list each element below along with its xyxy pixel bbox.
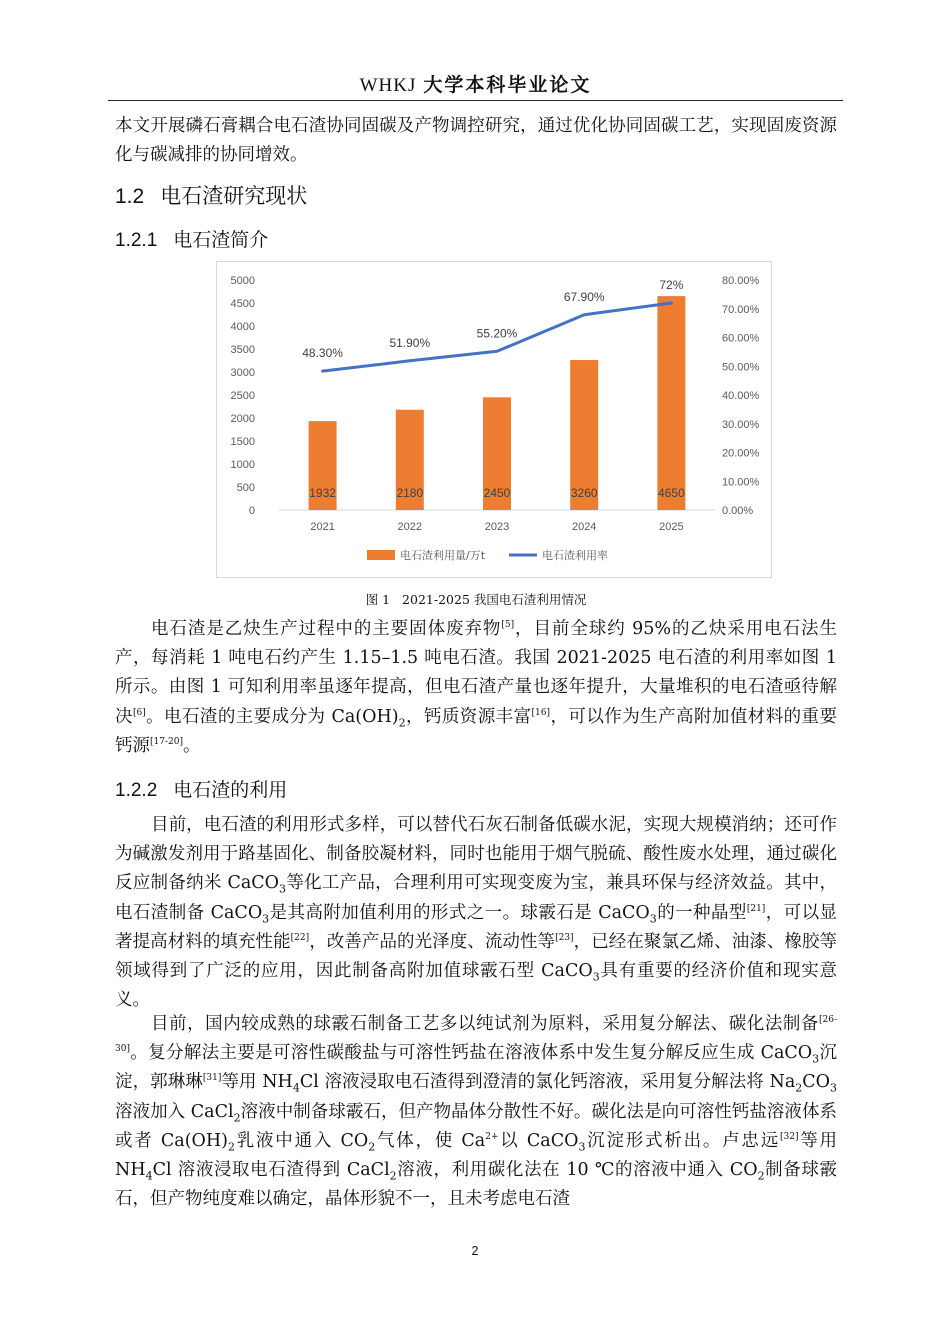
x-tick-label: 2025 <box>659 521 684 533</box>
text-run: Cl 溶液浸取电石渣得到 CaCl <box>152 1160 390 1181</box>
section-title: 电石渣的利用 <box>173 779 288 801</box>
text-run: 沉淀形式析出。卢忠远 <box>585 1130 780 1151</box>
text-run: 电石渣是乙炔生产过程中的主要固体废弃物 <box>151 619 502 639</box>
subscript: 2 <box>757 1169 765 1183</box>
superscript: 2+ <box>485 1131 499 1142</box>
y-right-tick-label: 80.00% <box>722 275 760 287</box>
subscript: 2 <box>233 1111 241 1125</box>
subscript: 2 <box>368 1140 376 1154</box>
section-number: 1.2.1 <box>115 230 158 251</box>
citation: [22] <box>290 932 310 943</box>
y-right-tick-label: 10.00% <box>722 476 760 489</box>
intro-paragraph: 本文开展磷石膏耦合电石渣协同固碳及产物调控研究，通过优化协同固碳工艺，实现固废资源化与碳减排的协同增效。 <box>115 116 837 166</box>
citation: [26-30] <box>115 1015 837 1055</box>
y-left-tick-label: 3500 <box>230 344 255 356</box>
text-run: 。 <box>182 735 201 756</box>
citation: [5] <box>501 620 515 631</box>
subscript: 3 <box>592 970 600 984</box>
section-heading-1-2-2 <box>115 775 287 802</box>
bar-data-label: 3260 <box>570 486 598 500</box>
subscript: 3 <box>262 912 270 926</box>
section-number: 1.2 <box>115 185 145 208</box>
bar-data-label: 2180 <box>396 486 424 500</box>
x-tick-label: 2021 <box>310 521 335 533</box>
text-run: ，可以显著提高材料的填充性能 <box>115 902 838 952</box>
citation: [21] <box>746 903 766 914</box>
bar-data-label: 4650 <box>658 486 685 500</box>
text-run: 制备球霰石，但产物纯度难以确定，晶体形貌不一，且未考虑电石渣 <box>115 1160 838 1210</box>
line-data-label: 48.30% <box>302 346 343 361</box>
y-left-tick-label: 3000 <box>230 367 255 379</box>
text-run: 目前，电石渣的利用形式多样，可以替代石灰石制备低碳水泥，实现大规模消纳；还可作为碱激发剂用于路基固化、制备胶凝材料，同时也能用于烟气脱硫、酸性废水处理，通过碳化反应制备纳米 CaCO <box>115 815 837 894</box>
line-data-label: 67.90% <box>563 289 605 304</box>
text-run: 乳液中通入 CO <box>234 1130 369 1151</box>
bar <box>657 296 685 510</box>
chart-svg <box>217 262 773 579</box>
citation: [17-20] <box>150 736 183 747</box>
text-run: 溶液，利用碳化法在 10 ℃的溶液中通入 CO <box>396 1160 758 1181</box>
text-run: 。复分解法主要是可溶性碳酸盐与可溶性钙盐在溶液体系中发生复分解反应生成 CaCO <box>129 1043 813 1064</box>
text-run: 以 CaCO <box>498 1130 579 1151</box>
subscript: 2 <box>227 1140 235 1154</box>
header-cjk: 大学本科毕业论文 <box>423 74 592 96</box>
y-left-tick-label: 1000 <box>230 459 255 471</box>
y-left-tick-label: 4500 <box>230 298 255 310</box>
y-left-tick-label: 2500 <box>230 390 255 402</box>
section-number: 1.2.2 <box>115 780 158 801</box>
paragraph-vaterite-methods <box>115 1010 837 1214</box>
y-left-tick-label: 0 <box>248 505 255 517</box>
subscript: 2 <box>795 1081 803 1095</box>
legend-label-bar: 电石渣利用量/万t <box>400 549 486 562</box>
figure-caption <box>115 590 837 608</box>
section-heading-1-2 <box>115 180 307 210</box>
subscript: 4 <box>145 1169 153 1183</box>
y-right-tick-label: 0.00% <box>722 505 754 517</box>
y-left-tick-label: 4000 <box>230 321 255 333</box>
text-run: Cl 溶液浸取电石渣得到澄清的氯化钙溶液，采用复分解法将 Na <box>299 1072 796 1093</box>
page-header <box>108 70 843 101</box>
text-run: 等化工产品，合理利用可实现变废为宝，兼具环保与经济效益。其中，电石渣制备 CaCO <box>115 873 838 923</box>
citation: [31] <box>202 1073 222 1084</box>
subscript: 3 <box>812 1052 820 1066</box>
subscript: 3 <box>578 1140 586 1154</box>
y-left-tick-label: 500 <box>236 482 255 494</box>
text-run: 等用 NH <box>221 1072 293 1093</box>
y-right-tick-label: 20.00% <box>722 447 760 460</box>
subscript: 3 <box>649 912 657 926</box>
text-run: 溶液中制备球霰石，但产物晶体分散性不好。碳化法是向可溶性钙盐溶液体系或者 Ca(OH) <box>115 1101 838 1151</box>
subscript: 2 <box>398 716 406 730</box>
text-run: ，改善产品的光泽度、流动性等 <box>309 931 556 952</box>
bar-data-label: 1932 <box>309 486 336 500</box>
text-run: 。电石渣的主要成分为 Ca(OH) <box>145 706 399 727</box>
y-left-tick-label: 2000 <box>230 413 255 425</box>
header-latin: WHKJ <box>359 75 417 96</box>
x-tick-label: 2023 <box>484 521 510 533</box>
paragraph-utilization <box>115 811 837 1015</box>
text-run: ，已经在聚氯乙烯、油漆、橡胶等领域得到了广泛的应用，因此制备高附加值球霰石型 CaCO <box>115 931 838 982</box>
y-right-tick-label: 40.00% <box>722 390 760 402</box>
section-heading-1-2-1 <box>115 225 268 252</box>
subscript: 3 <box>279 882 287 896</box>
y-left-tick-label: 1500 <box>230 436 255 448</box>
line-data-label: 55.20% <box>476 326 518 341</box>
text-run: 等用 NH <box>115 1130 838 1181</box>
y-right-tick-label: 60.00% <box>722 332 760 345</box>
citation: [23] <box>555 932 574 943</box>
text-run: ，目前全球约 95%的乙炔采用电石法生产，每消耗 1 吨电石约产生 1.15–1.5 吨电石渣。我国 2021-2025 电石渣的利用率如图 1 所示。由图 1 可知利用率虽逐年提高，但电石渣产量也逐年提升，大量堆积的电石渣亟待解决 <box>115 619 837 727</box>
legend-swatch-bar <box>367 550 395 560</box>
text-run: 是其高附加值利用的形式之一。球霰石是 CaCO <box>269 902 650 923</box>
y-right-tick-label: 30.00% <box>722 418 760 431</box>
line-data-label: 51.90% <box>389 335 431 350</box>
y-left-tick-label: 5000 <box>230 275 255 287</box>
text-run: 的一种晶型 <box>656 902 747 923</box>
subscript: 3 <box>830 1081 838 1095</box>
line-data-label: 72% <box>659 278 684 292</box>
caption-text: 2021-2025 我国电石渣利用情况 <box>402 592 587 607</box>
subscript: 4 <box>292 1081 300 1095</box>
subscript: 2 <box>389 1169 397 1183</box>
bar-data-label: 2450 <box>483 486 511 500</box>
section-title: 电石渣简介 <box>173 229 269 251</box>
legend-label-line: 电石渣利用率 <box>542 549 608 562</box>
caption-number: 图 1 <box>365 592 391 607</box>
citation: [32] <box>779 1131 799 1142</box>
text-run: 溶液加入 CaCl <box>115 1101 234 1122</box>
page-number: 2 <box>471 1244 479 1258</box>
y-right-tick-label: 70.00% <box>722 303 760 316</box>
text-run: 具有重要的经济价值和现实意义。 <box>115 961 837 1011</box>
text-run: 气体，使 Ca <box>375 1130 486 1151</box>
section-title: 电石渣研究现状 <box>160 184 308 208</box>
text-run: 沉淀，郭琳琳 <box>115 1043 837 1093</box>
citation: [6] <box>132 707 146 718</box>
x-tick-label: 2024 <box>571 521 597 533</box>
text-run: 目前，国内较成熟的球霰石制备工艺多以纯试剂为原料，采用复分解法、碳化法制备 <box>151 1014 819 1034</box>
y-right-tick-label: 50.00% <box>722 361 760 374</box>
citation: [16] <box>531 707 551 718</box>
paragraph-carbide-slag-intro <box>115 615 837 761</box>
x-tick-label: 2022 <box>397 521 423 533</box>
text-run: ，钙质资源丰富 <box>405 706 532 727</box>
text-run: ，可以作为生产高附加值材料的重要钙源 <box>115 706 837 756</box>
text-run: CO <box>802 1072 831 1093</box>
figure-1-chart <box>216 261 772 578</box>
